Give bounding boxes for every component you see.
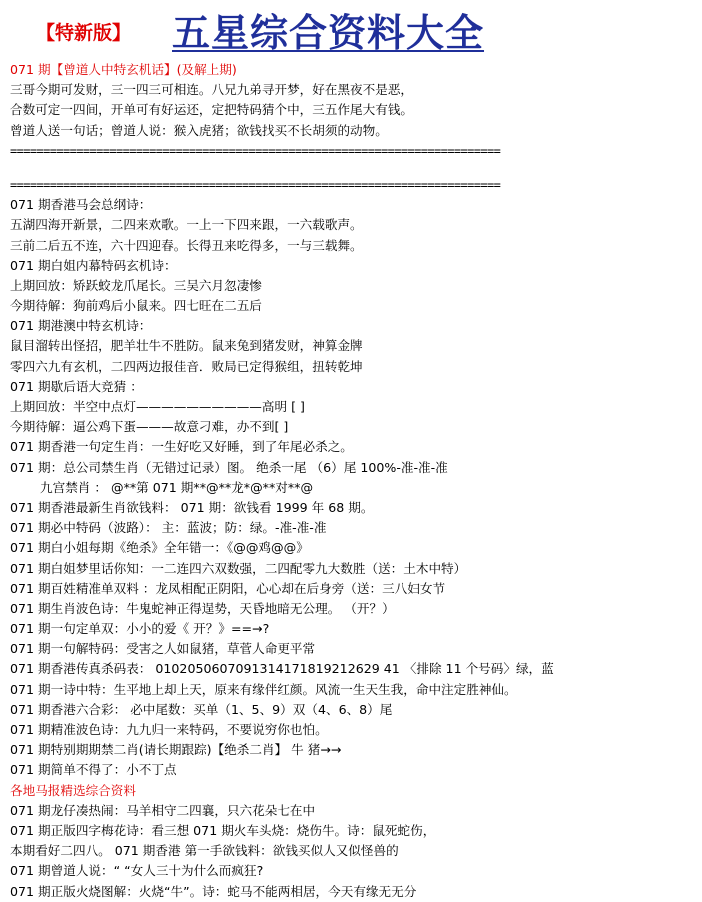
- page-title: 五星综合资料大全: [172, 10, 485, 55]
- text-line: 071 期龙仔凑热闹：马羊相守二四襄，只六花朵七在中: [10, 802, 316, 818]
- text-line: 鼠目溜转出怪招，肥羊壮牛不胜防。鼠来兔到猪发财，神算金牌: [10, 338, 363, 354]
- text-line: 今期待解：狗前鸡后小鼠来。四七旺在二五后: [10, 298, 262, 314]
- text-line: 071 期精准波色诗：九九归一来特码，不要说穷你也怕。: [10, 722, 328, 737]
- text-line: 071 期：总公司禁生肖（无错过记录）图。 绝杀一尾 （6）尾 100%-准-准-准: [10, 459, 448, 475]
- text-line: 071 期白姐内幕特码玄机诗：: [10, 257, 177, 273]
- section-heading: 各地马报精选综合资料: [10, 782, 136, 798]
- text-line: 九宫禁肖 ： @**第 071 期**@**龙*@**对**@: [40, 479, 314, 495]
- text-line: 三哥今期可发财，三一四三可相连。八兄九弟寻开梦，好在黑夜不是恶，: [10, 82, 413, 98]
- text-line: 071 期一句定单双：小小的爱《 开？》==→?: [10, 621, 270, 637]
- text-line: 071 期百姓精准单双料 ：龙凤相配正阴阳，心心却在后身旁（送：三八妇女节: [10, 580, 446, 596]
- text-line: 071 期简单不得了：小不丁点: [10, 762, 177, 778]
- text-line: 曾道人送一句话；曾道人说：猴入虎猪；欲钱找买不长胡须的动物。: [10, 122, 388, 138]
- text-line: 071 期正版火烧图解：火烧“牛”。诗：蛇马不能两相居，今天有缘无无分: [10, 883, 417, 899]
- text-line: 071 期香港马会总纲诗：: [10, 197, 152, 213]
- text-line: 071 期生肖波色诗：牛鬼蛇神正得逞势，天昏地暗无公理。 （开？）: [10, 600, 395, 616]
- text-line: 071 期必中特码（波路）： 主：蓝波；防：绿。-准-准-准: [10, 520, 327, 536]
- text-line: 071 期正版四字梅花诗：看三想 071 期火车头烧：烧伤牛。诗：鼠死蛇伤，: [10, 822, 436, 838]
- text-line: 今期待解：逼公鸡下蛋———故意刁难，办不到[ ]: [10, 419, 289, 435]
- section-heading: 071 期【曾道人中特玄机话】(及解上期): [10, 62, 237, 77]
- text-line: 071 期香港六合彩： 必中尾数：买单（1、5、9）双（4、6、8）尾: [10, 701, 393, 717]
- page-header: [0, 0, 702, 60]
- separator-line: ==========================================================================: [10, 143, 501, 158]
- edition-badge: 【特新版】: [36, 22, 132, 44]
- text-line: 零四六九有玄机，二四两边报佳音．败局已定得猴组，扭转乾坤: [10, 358, 363, 374]
- text-line: 071 期特别期期禁二肖(请长期跟踪)【绝杀二肖】 牛 猪→→: [10, 742, 342, 758]
- text-line: 071 期曾道人说：“ “女人三十为什么而疯狂?: [10, 863, 264, 879]
- document-body: [10, 60, 700, 902]
- text-line: 上期回放：半空中点灯——————————高明 [ ]: [10, 399, 305, 414]
- text-line: 071 期歇后语大竞猜 ：: [10, 378, 143, 394]
- text-line: 071 期一诗中特：生平地上却上天，原来有缘伴红颜。风流一生天生我，命中注定胜神仙。: [10, 681, 517, 697]
- text-line: 071 期白小姐每期《绝杀》全年错一：《@@鸡@@》: [10, 540, 309, 556]
- text-line: 071 期香港最新生肖欲钱料： 071 期：欲钱看 1999 年 68 期。: [10, 499, 374, 515]
- separator-line: ==========================================================================: [10, 177, 501, 192]
- text-line: 071 期白姐梦里话你知：一二连四六双数强，二四配零九大数胜（送：土木中特）: [10, 560, 467, 576]
- text-line: 本期看好二四八。 071 期香港 第一手欲钱料：欲钱买似人又似怪兽的: [10, 843, 399, 859]
- text-line: 三前二后五不连，六十四迎春。长得丑来吃得多，一与三载舞。: [10, 237, 363, 253]
- text-line: 上期回放：矫跃蛟龙爪尾长。三吴六月忽凄惨: [10, 277, 262, 293]
- text-line: 合数可定一四间，开单可有好运还，定把特码猜个中，三五作尾大有钱。: [10, 102, 413, 118]
- text-line: 071 期香港传真杀码表： 0102050607091314171819212629 41 〈排除 11 个号码〉绿，蓝: [10, 661, 554, 677]
- text-line: 071 期香港一句定生肖：一生好吃又好睡，到了年尾必杀之。: [10, 439, 353, 455]
- text-line: 五湖四海开新景，二四来欢歌。一上一下四来跟，一六载歌声。: [10, 217, 363, 233]
- text-line: 071 期港澳中特玄机诗：: [10, 318, 152, 334]
- text-line: 071 期一句解特码：受害之人如鼠猪，草菅人命更平常: [10, 641, 316, 657]
